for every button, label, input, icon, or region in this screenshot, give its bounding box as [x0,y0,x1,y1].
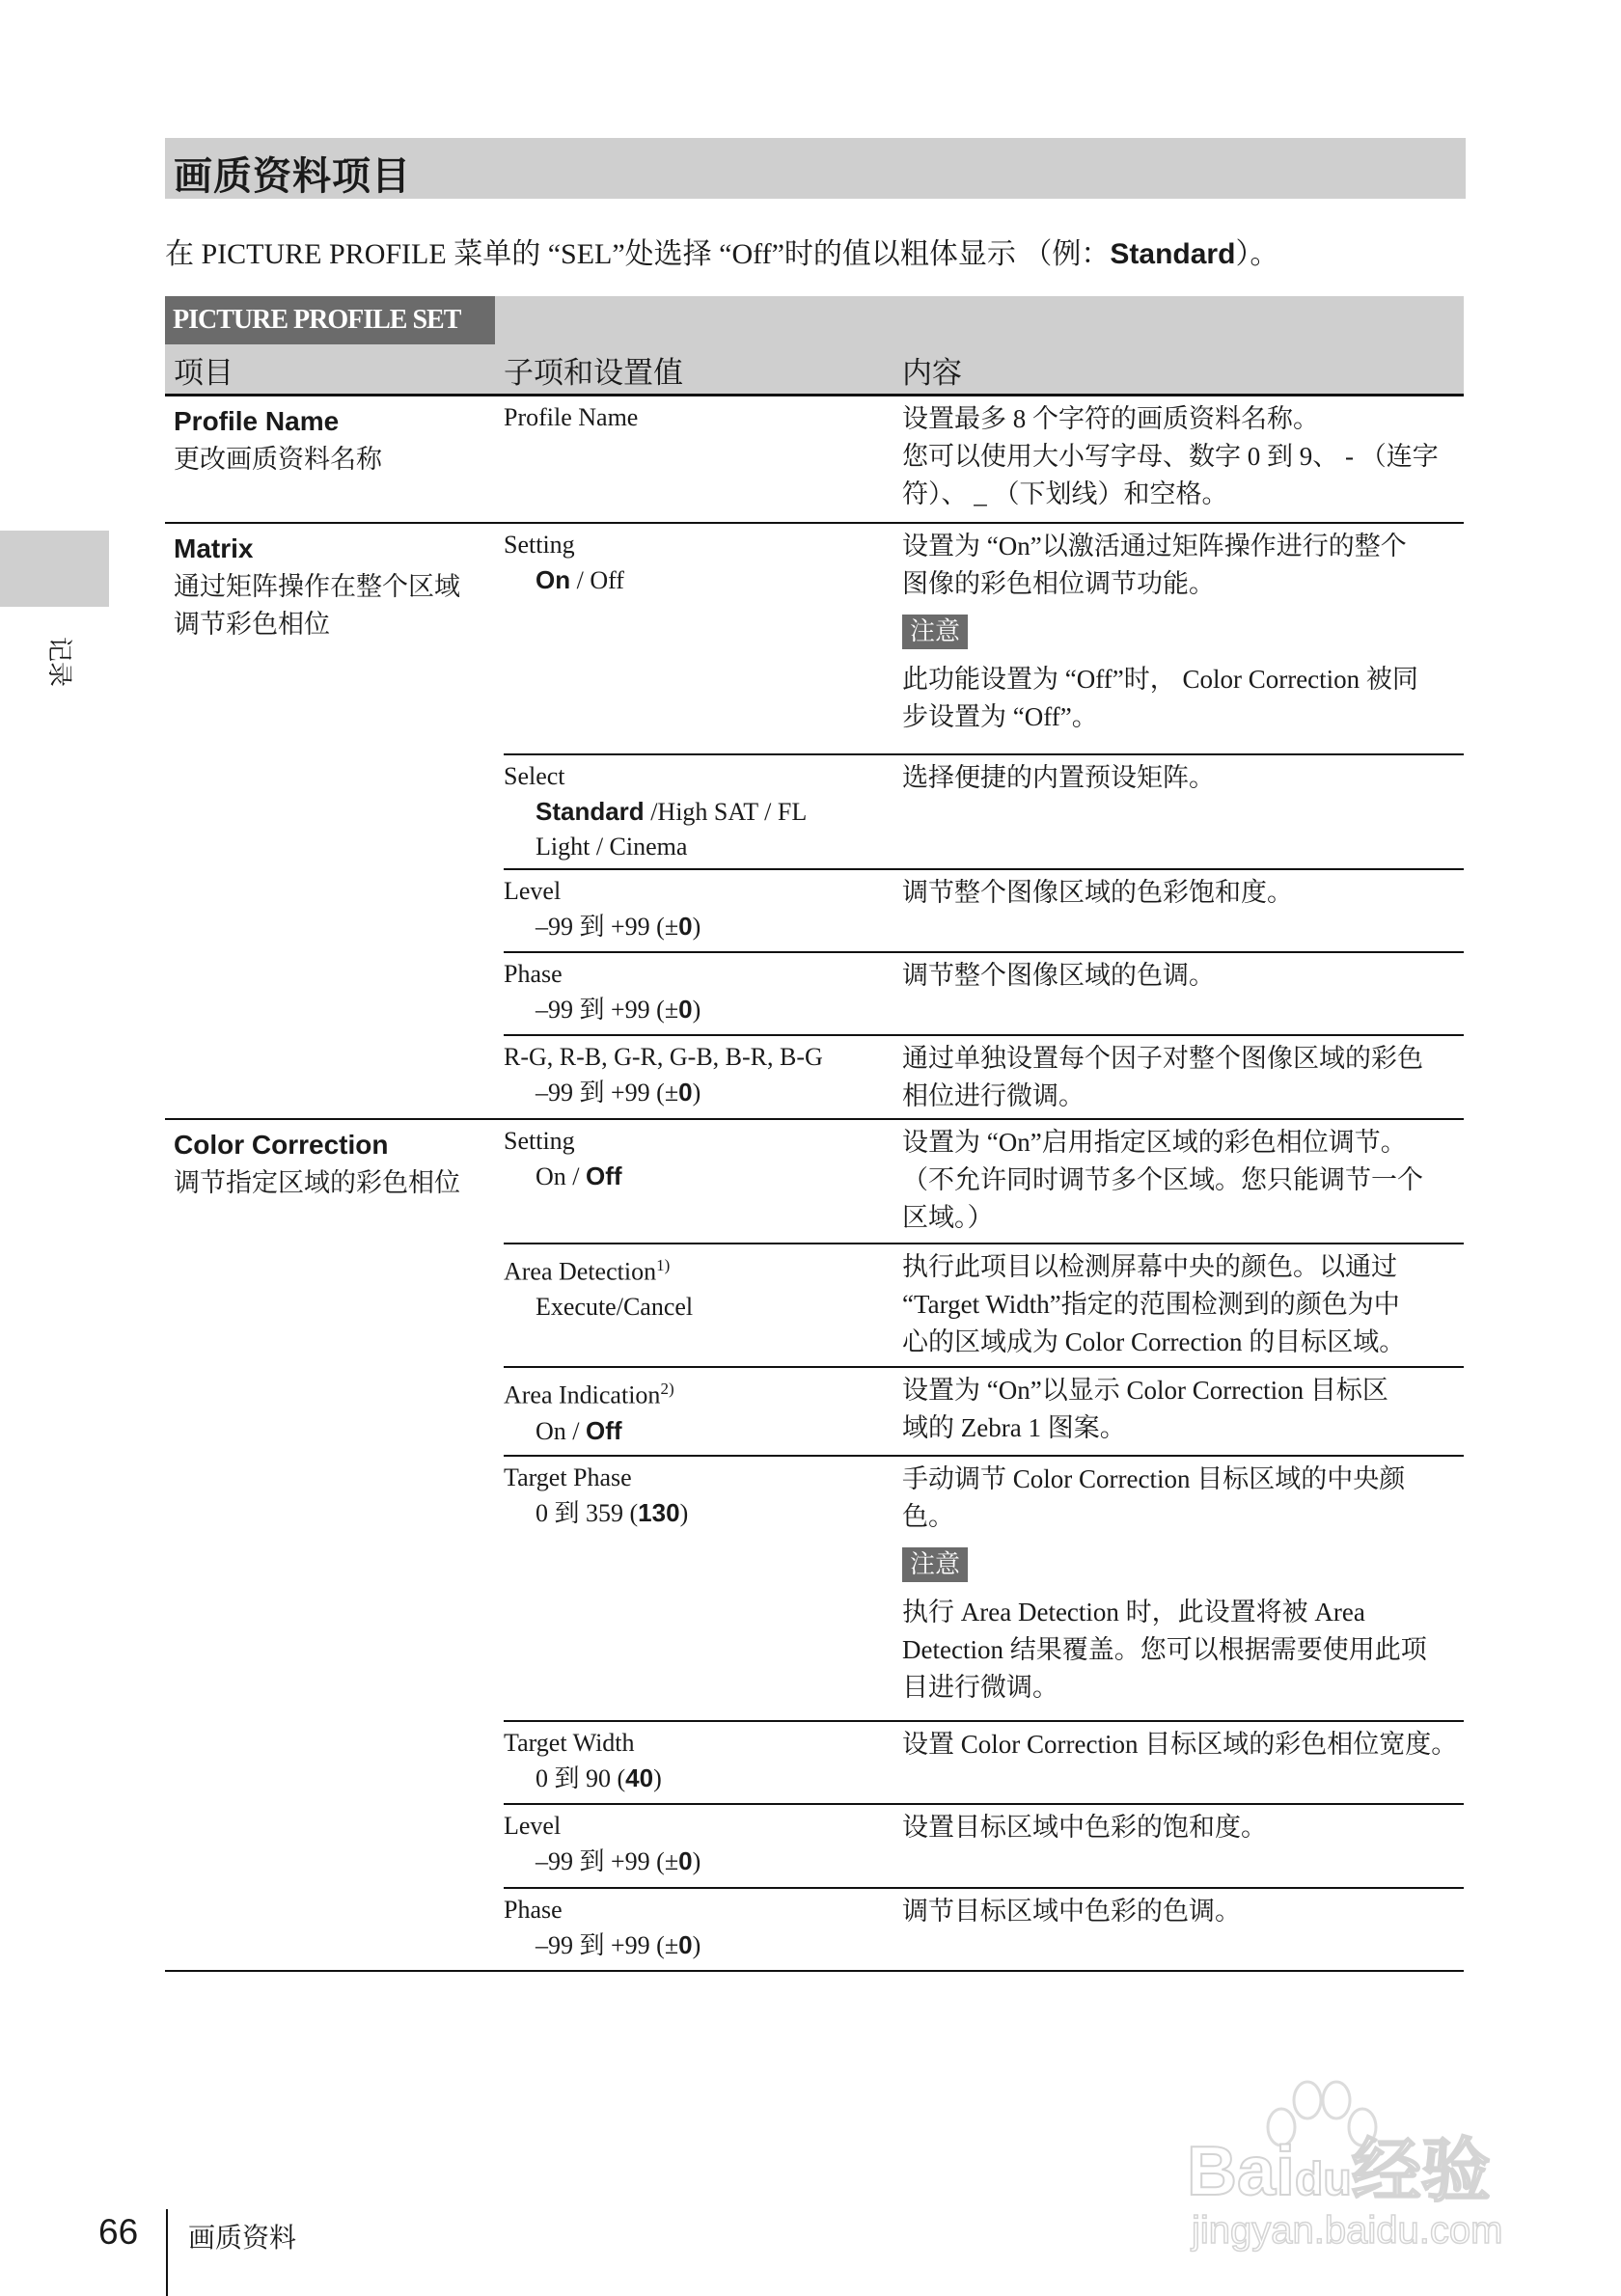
setting-values [504,1761,902,1796]
default-value: 0 [678,912,693,941]
item-title: Matrix [174,533,254,563]
subitem-cell [504,953,902,1034]
subitem-name [504,957,902,992]
subitem-label: Phase [504,960,563,988]
subitem-cell [504,396,902,522]
intro-before: 在 PICTURE PROFILE 菜单的 “SEL”处选择 “Off”时的值以粗体显示 （例： [165,238,1111,270]
description-cell [902,870,1464,951]
description-cell [902,1036,1464,1118]
subitem-rows [504,1120,1464,1970]
subitem-cell [504,1805,902,1887]
description-text: 您可以使用大小写字母、数字 0 到 9、 - （连字 符）、 _ （下划线）和空格。 [902,442,1439,508]
item-cell [165,524,504,1118]
subitem-cell [504,524,902,753]
subitem-cell [504,1036,902,1118]
subitem-label: Setting [504,531,575,559]
description-cell [902,396,1464,522]
subitem-cell [504,1722,902,1803]
subitem-label: Target Phase [504,1463,632,1491]
subitem-name [504,759,902,794]
value-text: ) [692,913,701,941]
table-row [504,1243,1464,1366]
setting-values [504,1844,902,1879]
table-header [165,296,1464,396]
intro-bold: Standard [1110,238,1236,270]
description-text: 设置最多 8 个字符的画质资料名称。 [902,404,1319,433]
subitem-rows [504,524,1464,1118]
value-text: ) [692,1931,701,1959]
subitem-name [504,1124,902,1159]
table-row [504,1803,1464,1887]
value-text: –99 到 +99 (± [536,996,679,1024]
subitem-cell [504,1889,902,1970]
intro-after: ）。 [1235,238,1279,270]
footer-section: 画质资料 [188,2224,297,2254]
page-title: 画质资料项目 [174,154,411,199]
description-text: 执行此项目以检测屏幕中央的颜色。以通过 “Target Width”指定的范围检测到的颜色为中 心的区域成为 Color Correction 的目标区域。 [902,1252,1406,1356]
description-text: 设置为 “On”启用指定区域的彩色相位调节。 （不允许同时调节多个区域。您只能调节一个 区域。） [902,1128,1423,1232]
subitem-label: Profile Name [504,403,639,431]
setting-values [504,830,902,864]
note-label: 注意 [902,615,968,649]
table-body [165,396,1464,1972]
description-cell [902,1368,1464,1455]
default-value: 0 [678,1078,693,1107]
description-cell [902,1244,1464,1366]
value-text: ) [692,1847,701,1875]
subitem-name [504,1248,902,1290]
default-value: 130 [638,1498,680,1527]
item-cell [165,1120,504,1970]
table-row [504,1887,1464,1970]
description-text: 设置目标区域中色彩的饱和度。 [902,1813,1267,1842]
svg-text:jingyan.baidu.com: jingyan.baidu.com [1192,2209,1503,2252]
subitem-label: Area Detection [504,1257,657,1286]
table-row [504,524,1464,753]
description-text: 选择便捷的内置预设矩阵。 [902,763,1215,792]
description-text: 手动调节 Color Correction 目标区域的中央颜 色。 [902,1464,1406,1531]
table-row [504,1720,1464,1803]
subitem-name [504,1372,902,1413]
value-text: On / [536,1416,586,1445]
setting-values [504,794,902,830]
page-number: 66 [98,2212,139,2252]
description-cell [902,1457,1464,1720]
table-section [165,524,1464,1120]
footnote-ref: 2) [660,1380,674,1398]
default-value: Off [586,1415,622,1445]
setting-values [504,909,902,944]
item-description: 调节指定区域的彩色相位 [174,1168,460,1197]
intro-text [165,230,1278,272]
table-section [165,1120,1464,1972]
value-text: On / [536,1162,586,1190]
value-text: ) [692,1079,701,1107]
value-text: ) [653,1764,662,1792]
note-text: 执行 Area Detection 时，此设置将被 Area Detection 结果覆盖。您可以根据需要使用此项 目进行微调。 [902,1598,1427,1702]
subitem-cell [504,1368,902,1455]
description-text: 调节整个图像区域的色调。 [902,961,1215,990]
item-cell [165,396,504,522]
subitem-name [504,1461,902,1495]
subitem-cell [504,1244,902,1366]
value-text: –99 到 +99 (± [536,1079,679,1107]
subitem-name [504,528,902,562]
default-value: Off [586,1162,622,1190]
description-text: 调节整个图像区域的色彩饱和度。 [902,878,1293,907]
footer-divider [166,2209,168,2296]
side-tab [0,531,109,607]
value-text: /High SAT / FL [644,798,808,826]
subitem-name [504,1726,902,1761]
footnote-ref: 1) [656,1256,671,1274]
table-row [504,1120,1464,1243]
description-text: 通过单独设置每个因子对整个图像区域的彩色 相位进行微调。 [902,1044,1423,1110]
table-section [165,396,1464,524]
note-label: 注意 [902,1547,968,1582]
value-text: ) [692,996,701,1024]
setting-values [504,562,902,598]
item-description: 通过矩阵操作在整个区域 调节彩色相位 [174,572,460,639]
picture-profile-table [165,296,1464,1972]
setting-values [504,1413,902,1449]
table-row [504,1366,1464,1455]
value-text: Execute/Cancel [536,1292,694,1321]
description-text: 设置为 “On”以显示 Color Correction 目标区 域的 Zebra 1 图案。 [902,1376,1388,1442]
value-text: / Off [570,566,624,594]
default-value: Standard [536,797,645,826]
description-cell [902,1805,1464,1887]
header-subitem: 子项和设置值 [504,356,683,391]
setting-values [504,1927,902,1963]
setting-values [504,1075,902,1110]
value-text: –99 到 +99 (± [536,1847,679,1875]
description-cell [902,755,1464,868]
value-text: –99 到 +99 (± [536,913,679,941]
table-row [504,753,1464,868]
subitem-label: Select [504,762,565,790]
table-row [504,1455,1464,1720]
page-title-bar [165,138,1466,199]
header-item: 项目 [174,356,234,391]
setting-values [504,1290,902,1325]
subitem-label: Level [504,1812,562,1840]
note-text: 此功能设置为 “Off”时， Color Correction 被同 步设置为 “Off”。 [902,665,1418,731]
description-text: 设置为 “On”以激活通过矩阵操作进行的整个 图像的彩色相位调节功能。 [902,532,1407,598]
svg-text:Baidu经验: Baidu经验 [1187,2133,1491,2210]
description-text: 调节目标区域中色彩的色调。 [902,1897,1241,1926]
default-value: 0 [678,1930,693,1959]
setting-values [504,1159,902,1194]
subitem-name [504,1809,902,1844]
description-cell [902,953,1464,1034]
value-text: ) [679,1499,689,1527]
description-cell [902,1889,1464,1970]
description-cell [902,1120,1464,1243]
default-value: 40 [625,1763,654,1792]
subitem-rows [504,396,1464,522]
item-title: Profile Name [174,406,340,436]
value-text: 0 到 359 ( [536,1499,639,1527]
side-tab-label: 记录 [45,637,73,688]
subitem-label: Phase [504,1896,563,1924]
table-row [504,951,1464,1034]
subitem-cell [504,870,902,951]
description-cell [902,524,1464,753]
subitem-label: R-G, R-B, G-R, G-B, B-R, B-G [504,1043,823,1071]
setting-values [504,992,902,1027]
table-row [504,1034,1464,1118]
subitem-cell [504,755,902,868]
item-description: 更改画质资料名称 [174,445,382,474]
subitem-name [504,1893,902,1927]
header-content: 内容 [902,356,962,391]
subitem-label: Target Width [504,1729,635,1757]
value-text: Light / Cinema [536,833,688,861]
subitem-cell [504,1457,902,1720]
subitem-name [504,400,902,435]
description-text: 设置 Color Correction 目标区域的彩色相位宽度。 [902,1730,1458,1759]
description-cell [902,1722,1464,1803]
item-title: Color Correction [174,1130,389,1160]
default-value: On [536,565,571,594]
subitem-label: Setting [504,1127,575,1155]
subitem-name [504,874,902,909]
setting-values [504,1495,902,1531]
subitem-label: Level [504,877,562,905]
value-text: 0 到 90 ( [536,1764,626,1792]
subitem-cell [504,1120,902,1243]
baidu-watermark-logo [1148,2050,1534,2262]
default-value: 0 [678,1846,693,1875]
table-row [504,396,1464,522]
default-value: 0 [678,995,693,1024]
subitem-label: Area Indication [504,1380,661,1409]
table-row [504,868,1464,951]
value-text: –99 到 +99 (± [536,1931,679,1959]
table-caption: PICTURE PROFILE SET [165,296,495,344]
subitem-name [504,1040,902,1075]
